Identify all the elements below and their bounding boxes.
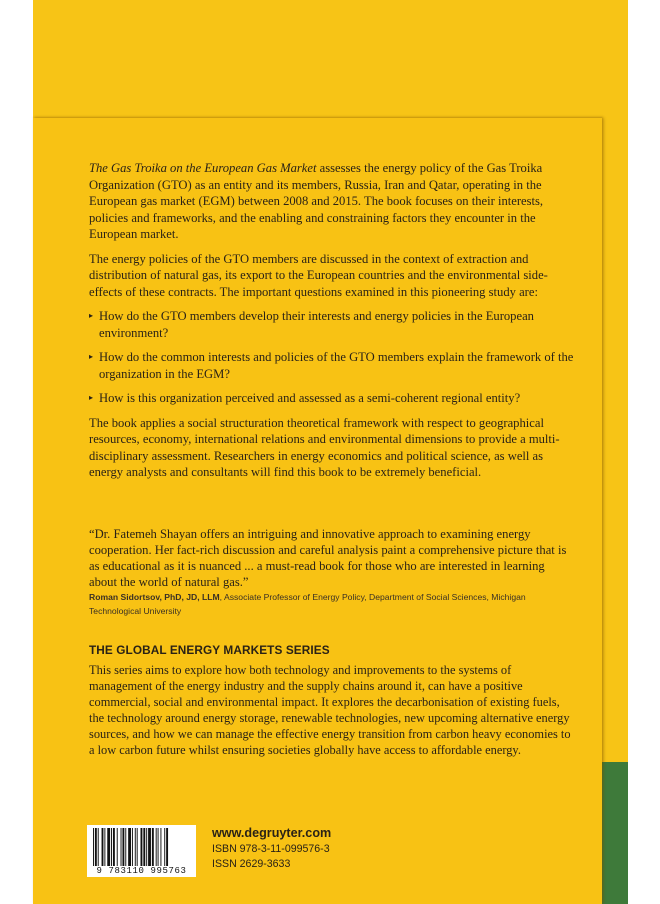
barcode-bars (87, 825, 196, 867)
endorsement-quote: “Dr. Fatemeh Shayan offers an intriguing and innovative approach to examining energy cooperation. Her fact-rich discussion and careful analysis paint a comprehensive picture that is as educational as it is nuanced ... a must-read book for those who are interested in learning about the world of natural gas.” (89, 527, 567, 589)
barcode-bar (141, 828, 143, 866)
intro-paragraph (89, 160, 575, 243)
barcode-bar (160, 828, 161, 866)
publisher-url[interactable]: www.degruyter.com (212, 826, 332, 840)
intro-text: assesses the energy policy of the Gas Troika Organization (GTO) as an entity and its members, Russia, Iran and Qatar, operating in the European gas market (EGM) between 2008 and 2015. The book focuses on their interests, policies and frameworks, and the enabling and constraining factors they encounter in the European market. (89, 161, 544, 241)
barcode-bar (135, 828, 136, 866)
barcode-bar (102, 828, 104, 866)
publisher-info (212, 825, 331, 872)
description-block (89, 160, 575, 489)
barcode-bar (143, 828, 145, 866)
paragraph-2: The energy policies of the GTO members are discussed in the context of extraction and distribution of natural gas, its export to the European countries and the environmental side-effects of these contracts. The important questions examined in this pioneering study are: (89, 251, 548, 299)
barcode-bar (166, 828, 168, 866)
barcode-bar (152, 828, 154, 866)
bullet-triangle-icon: ▸ (89, 311, 94, 320)
bullet-triangle-icon: ▸ (89, 352, 94, 361)
barcode-bar (107, 828, 110, 866)
question-item: ▸ How do the GTO members develop their interests and energy policies in the European environment? (89, 309, 534, 340)
paragraph-3: The book applies a social structuration theoretical framework with respect to geographical resources, economy, international relations and environmental dimensions to provide a multi-disciplinary assessment. Researchers in energy economics and political science, as well as energy analysts and consultants will find this book to be extremely beneficial. (89, 415, 560, 479)
barcode-bar (125, 828, 126, 866)
issn-number: ISSN 2629-3633 (212, 858, 291, 870)
barcode-bar (95, 828, 97, 866)
barcode-bar (122, 828, 124, 866)
bullet-triangle-icon: ▸ (89, 393, 94, 402)
isbn-barcode (87, 825, 196, 877)
barcode-bar (128, 828, 131, 866)
endorsement-attribution (89, 591, 559, 618)
question-item: ▸ How is this organization perceived and assessed as a semi-coherent regional entity? (89, 391, 521, 405)
question-item: ▸ How do the common interests and policies of the GTO members explain the framework of the organization in the EGM? (89, 350, 574, 381)
barcode-bar (113, 828, 115, 866)
barcode-bar (111, 828, 112, 866)
series-block (89, 643, 575, 758)
barcode-bar (137, 828, 138, 866)
endorser-name: Roman Sidortsov, PhD, JD, LLM (89, 592, 220, 602)
endorser-affiliation: , Associate Professor of Energy Policy, Department of Social Sciences, Michigan Technological University (89, 592, 526, 616)
barcode-bar (132, 828, 133, 866)
barcode-bar (156, 828, 157, 866)
isbn-number: ISBN 978-3-11-099576-3 (212, 843, 330, 855)
question-list (89, 308, 575, 407)
barcode-bar (117, 828, 118, 866)
barcode-bar (93, 828, 94, 866)
barcode-bar (158, 828, 159, 866)
green-spine-strip (602, 762, 628, 904)
barcode-digits: 9 783110 995763 (87, 866, 196, 876)
series-title: THE GLOBAL ENERGY MARKETS SERIES (89, 643, 330, 657)
barcode-bar (121, 828, 122, 866)
barcode-bar (146, 828, 147, 866)
barcode-bar (148, 828, 151, 866)
series-description: This series aims to explore how both technology and improvements to the systems of management of the energy industry and the supply chains around it, can have a positive commercial, social and environmental impact. It explores the decarbonisation of existing fuels, the technology around energy storage, renewable technologies, new upcoming alternative energy sources, and how we can manage the effective energy transition from carbon heavy economies to a low carbon future whilst ensuring societies globally have access to affordable energy. (89, 663, 571, 757)
barcode-bar (164, 828, 165, 866)
barcode-bar (104, 828, 105, 866)
barcode-bar (98, 828, 99, 866)
book-title-italic: The Gas Troika on the European Gas Market (89, 161, 317, 175)
